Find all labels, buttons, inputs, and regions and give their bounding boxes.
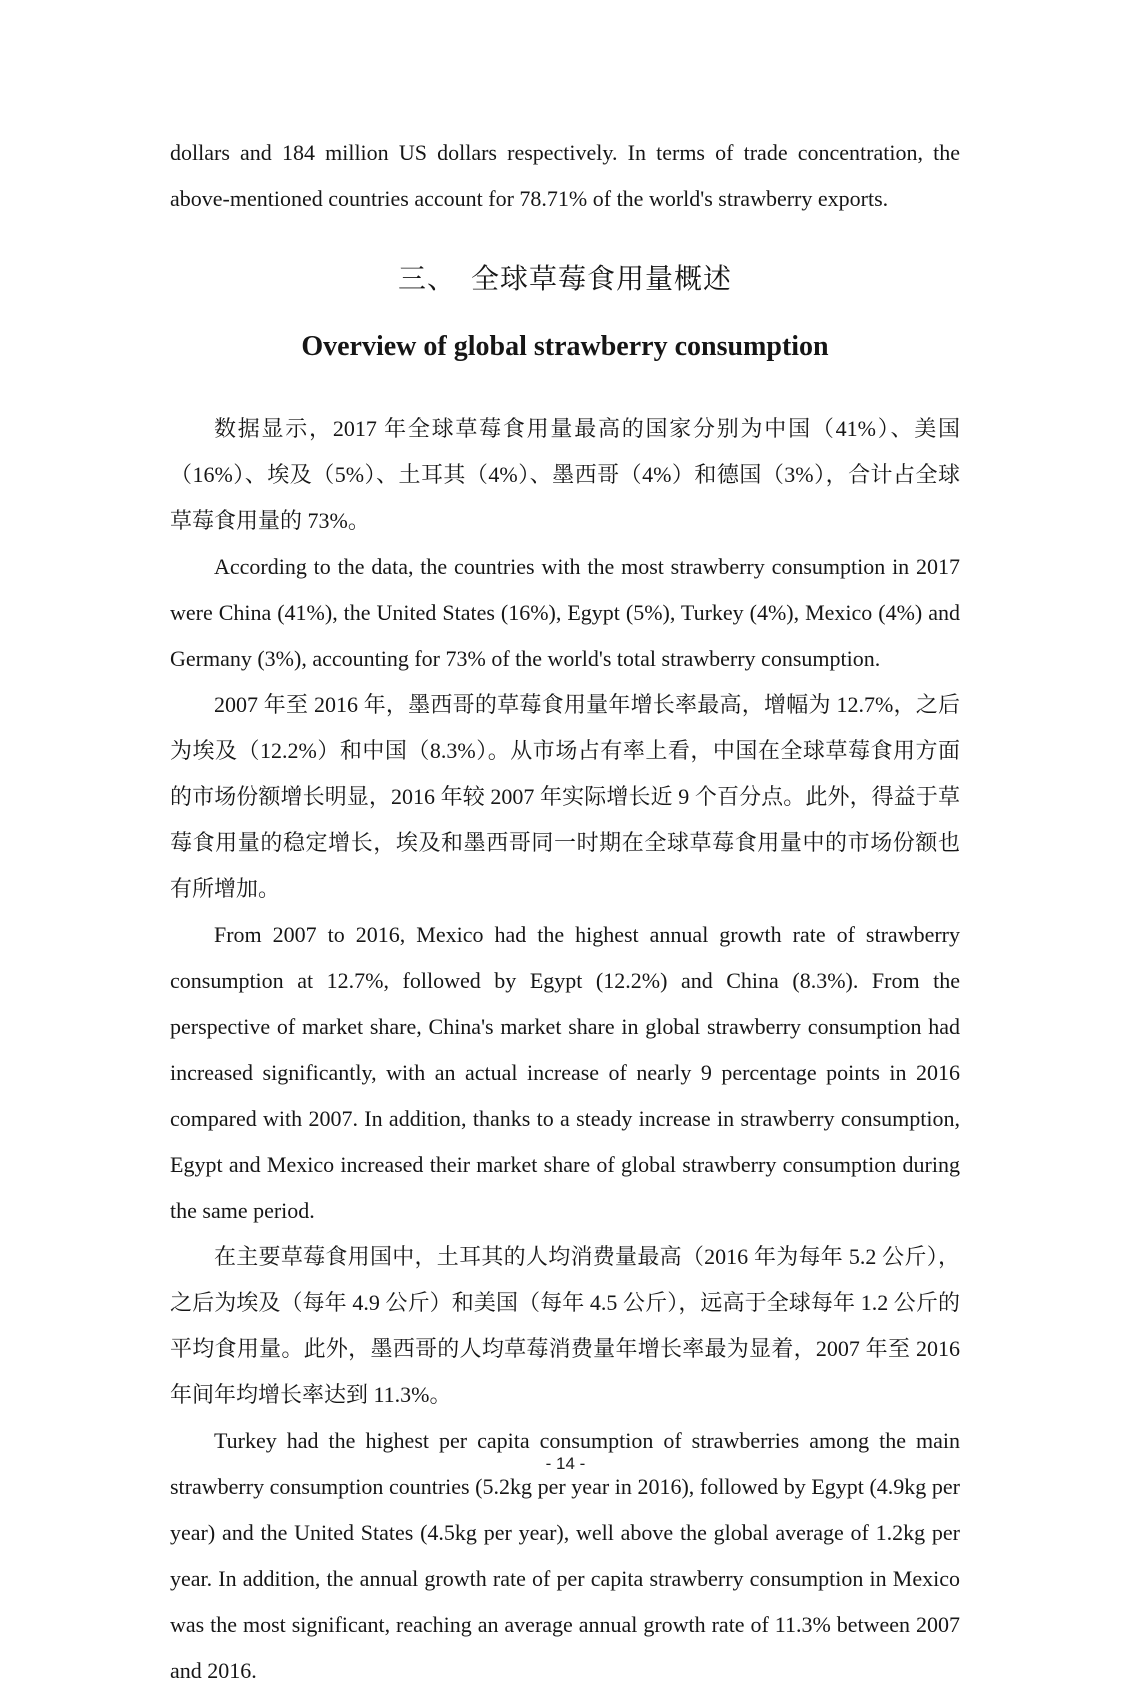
continuation-paragraph-en: dollars and 184 million US dollars respectively. In terms of trade concentration, the above-mentioned countries account for 78.71% of the world's strawberry exports. <box>170 140 960 211</box>
paragraph-growth-rate-zh: 2007 年至 2016 年，墨西哥的草莓食用量年增长率最高，增幅为 12.7%，之后为埃及（12.2%）和中国（8.3%）。从市场占有率上看，中国在全球草莓食用方面的市场份额增长明显，2016 年较 2007 年实际增长近 9 个百分点。此外，得益于草莓食用量的稳定增长，埃及和墨西哥同一时期在全球草莓食用量中的市场份额也有所增加。 <box>170 692 960 901</box>
section-heading-zh: 三、 全球草莓食用量概述 <box>397 264 732 295</box>
section-heading-en: Overview of global strawberry consumption <box>301 331 829 362</box>
page-footer <box>0 1452 1131 1476</box>
paragraph-growth-rate-en: From 2007 to 2016, Mexico had the highest annual growth rate of strawberry consumption at 12.7%, followed by Egypt (12.2%) and China (8.3%). From the perspective of market share, China's market share in global strawberry consumption had increased significantly, with an actual increase of nearly 9 percentage points in 2016 compared with 2007. In addition, thanks to a steady increase in strawberry consumption, Egypt and Mexico increased their market share of global strawberry consumption during the same period. <box>170 922 960 1223</box>
heading-spacer <box>170 368 960 406</box>
paragraph-per-capita-zh: 在主要草莓食用国中，土耳其的人均消费量最高（2016 年为每年 5.2 公斤），之后为埃及（每年 4.9 公斤）和美国（每年 4.5 公斤），远高于全球每年 1.2 公斤的平均食用量。此外，墨西哥的人均草莓消费量年增长率最为显着，2007 年至 2016 年间年均增长率达到 11.3%。 <box>170 1244 960 1407</box>
paragraph-top-consumers-en: According to the data, the countries with the most strawberry consumption in 2017 were China (41%), the United States (16%), Egypt (5%), Turkey (4%), Mexico (4%) and Germany (3%), accounting for 73% of the world's total strawberry consumption. <box>170 554 960 671</box>
paragraph-top-consumers-zh: 数据显示，2017 年全球草莓食用量最高的国家分别为中国（41%）、美国（16%）、埃及（5%）、土耳其（4%）、墨西哥（4%）和德国（3%），合计占全球草莓食用量的 73%。 <box>170 416 960 533</box>
page-number: - 14 - <box>545 1454 586 1473</box>
paragraph-per-capita-en: Turkey had the highest per capita consumption of strawberries among the main strawberry consumption countries (5.2kg per year in 2016), followed by Egypt (4.9kg per year) and the United States (4.5kg per year), well above the global average of 1.2kg per year. In addition, the annual growth rate of per capita strawberry consumption in Mexico was the most significant, reaching an average annual growth rate of 11.3% between 2007 and 2016. <box>170 1428 960 1683</box>
